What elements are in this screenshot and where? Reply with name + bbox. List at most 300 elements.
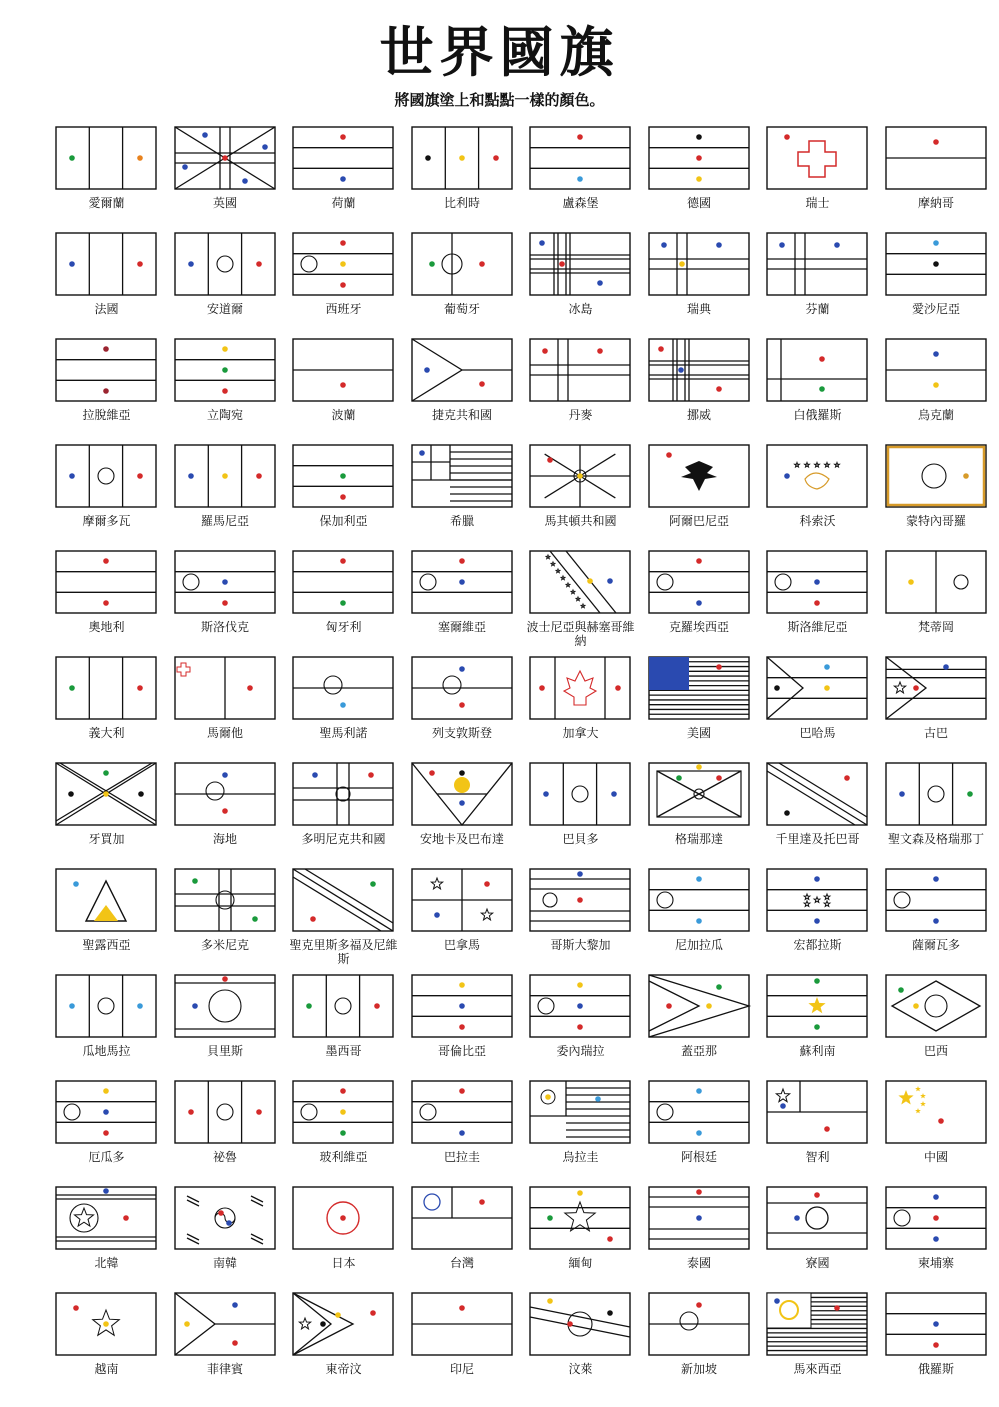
color-dot xyxy=(222,579,228,585)
color-dot xyxy=(103,1188,109,1194)
flag-outline xyxy=(528,1078,632,1146)
flag-outline xyxy=(765,336,869,404)
color-dot xyxy=(340,702,346,708)
color-dot xyxy=(69,155,75,161)
color-dot xyxy=(73,1305,79,1311)
color-dot xyxy=(542,348,548,354)
flag-cell xyxy=(641,230,760,336)
color-dot xyxy=(834,242,840,248)
flag-outline xyxy=(291,1078,395,1146)
color-dot xyxy=(696,918,702,924)
color-dot xyxy=(933,261,939,267)
flag-cell xyxy=(48,230,167,336)
flag-country-name: 蓋亞那 xyxy=(680,1044,717,1058)
flag-outline xyxy=(884,336,988,404)
flag-country-name: 德國 xyxy=(686,196,711,210)
color-dot xyxy=(597,280,603,286)
flag-cell xyxy=(167,866,286,972)
flag-cell xyxy=(641,336,760,442)
color-dot xyxy=(222,388,228,394)
flag-cell xyxy=(285,760,404,866)
flag-country-name: 緬甸 xyxy=(568,1256,593,1270)
flag-outline xyxy=(647,972,751,1040)
flag-country-name: 瑞典 xyxy=(686,302,711,316)
color-dot xyxy=(577,871,583,877)
color-dot xyxy=(913,1003,919,1009)
flag-country-name: 新加坡 xyxy=(680,1362,717,1376)
flag-outline xyxy=(528,972,632,1040)
color-dot xyxy=(306,1003,312,1009)
flag-outline xyxy=(647,1184,751,1252)
flag-cell xyxy=(522,1078,641,1184)
flag-cell xyxy=(285,1184,404,1290)
color-dot xyxy=(312,772,318,778)
flag-cell xyxy=(878,760,997,866)
color-dot xyxy=(899,791,905,797)
flag-country-name: 梵蒂岡 xyxy=(917,620,954,634)
color-dot xyxy=(429,261,435,267)
flag-outline xyxy=(647,654,751,722)
flag-cell xyxy=(878,654,997,760)
color-dot xyxy=(256,1109,262,1115)
color-dot xyxy=(679,261,685,267)
color-dot xyxy=(577,1024,583,1030)
flag-cell xyxy=(759,866,878,972)
color-dot xyxy=(814,1192,820,1198)
flag-cell xyxy=(759,760,878,866)
flag-cell xyxy=(167,336,286,442)
flag-outline xyxy=(765,866,869,934)
flag-cell xyxy=(285,442,404,548)
flag-cell xyxy=(167,1184,286,1290)
flag-cell xyxy=(285,230,404,336)
flag-outline xyxy=(647,442,751,510)
flag-outline xyxy=(884,442,988,510)
flag-cell xyxy=(522,336,641,442)
flag-outline xyxy=(528,124,632,192)
color-dot xyxy=(716,386,722,392)
flag-cell xyxy=(167,654,286,760)
color-dot xyxy=(459,1305,465,1311)
color-dot xyxy=(192,878,198,884)
flag-cell xyxy=(285,1078,404,1184)
color-dot xyxy=(103,1109,109,1115)
color-dot xyxy=(459,1130,465,1136)
color-dot xyxy=(774,685,780,691)
color-dot xyxy=(340,282,346,288)
flag-country-name: 印尼 xyxy=(449,1362,474,1376)
flag-border xyxy=(767,445,867,507)
color-dot xyxy=(459,666,465,672)
color-dot xyxy=(340,1109,346,1115)
color-dot xyxy=(320,1321,326,1327)
color-dot xyxy=(696,134,702,140)
flag-border xyxy=(175,975,275,1037)
flag-country-name: 比利時 xyxy=(443,196,480,210)
flag-country-name: 俄羅斯 xyxy=(917,1362,954,1376)
flag-country-name: 聖文森及格瑞那丁 xyxy=(887,832,984,846)
flag-cell xyxy=(167,1078,286,1184)
color-dot xyxy=(706,1003,712,1009)
color-dot xyxy=(696,155,702,161)
flag-country-name: 聖克里斯多福及尼維斯 xyxy=(289,938,398,966)
flag-cell xyxy=(759,1290,878,1396)
color-dot xyxy=(232,1302,238,1308)
color-dot xyxy=(340,176,346,182)
flag-outline xyxy=(647,866,751,934)
flag-outline xyxy=(410,972,514,1040)
flag-country-name: 加拿大 xyxy=(562,726,599,740)
flag-country-name: 馬來西亞 xyxy=(793,1362,842,1376)
flag-cell xyxy=(522,866,641,972)
flag-country-name: 阿根廷 xyxy=(680,1150,717,1164)
flag-country-name: 薩爾瓦多 xyxy=(911,938,960,952)
color-dot xyxy=(819,356,825,362)
flag-outline xyxy=(528,1184,632,1252)
flag-cell xyxy=(641,548,760,654)
flag-country-name: 安道爾 xyxy=(206,302,243,316)
color-dot xyxy=(696,558,702,564)
flag-country-name: 羅馬尼亞 xyxy=(200,514,249,528)
color-dot xyxy=(340,600,346,606)
flag-country-name: 墨西哥 xyxy=(325,1044,362,1058)
flag-outline xyxy=(54,124,158,192)
flag-outline xyxy=(173,1184,277,1252)
flag-cell xyxy=(48,548,167,654)
color-dot xyxy=(340,558,346,564)
color-dot xyxy=(577,473,583,479)
flag-country-name: 日本 xyxy=(331,1256,356,1270)
color-dot xyxy=(780,1103,786,1109)
flag-outline xyxy=(54,972,158,1040)
flag-cell xyxy=(641,866,760,972)
flag-outline xyxy=(410,442,514,510)
color-dot xyxy=(459,982,465,988)
flag-cell xyxy=(878,866,997,972)
flag-cell xyxy=(285,336,404,442)
flag-country-name: 英國 xyxy=(212,196,237,210)
color-dot xyxy=(222,808,228,814)
flag-cell xyxy=(878,1290,997,1396)
color-dot xyxy=(137,261,143,267)
color-dot xyxy=(340,382,346,388)
color-dot xyxy=(103,1088,109,1094)
color-dot xyxy=(340,134,346,140)
flag-outline xyxy=(173,442,277,510)
flag-country-name: 阿爾巴尼亞 xyxy=(668,514,729,528)
color-dot xyxy=(814,918,820,924)
flag-outline xyxy=(291,230,395,298)
flag-cell xyxy=(48,1290,167,1396)
flag-country-name: 汶萊 xyxy=(568,1362,593,1376)
color-dot xyxy=(784,473,790,479)
color-dot xyxy=(434,912,440,918)
color-dot xyxy=(577,1003,583,1009)
flag-outline xyxy=(765,654,869,722)
color-dot xyxy=(69,473,75,479)
flag-cell xyxy=(522,124,641,230)
color-dot xyxy=(587,578,593,584)
color-dot xyxy=(824,1126,830,1132)
color-dot xyxy=(222,367,228,373)
color-dot xyxy=(340,494,346,500)
flag-country-name: 寮國 xyxy=(805,1256,830,1270)
color-dot xyxy=(103,1321,109,1327)
color-dot xyxy=(340,1130,346,1136)
flag-country-name: 葡萄牙 xyxy=(443,302,480,316)
flag-outline xyxy=(647,760,751,828)
flag-cell xyxy=(167,230,286,336)
flag-country-name: 拉脫維亞 xyxy=(82,408,131,422)
color-dot xyxy=(222,473,228,479)
flag-outline xyxy=(54,336,158,404)
flag-cell xyxy=(522,1184,641,1290)
flag-cell xyxy=(522,442,641,548)
color-dot xyxy=(696,1215,702,1221)
flag-country-name: 立陶宛 xyxy=(206,408,243,422)
flag-outline xyxy=(647,1078,751,1146)
flag-country-name: 巴哈馬 xyxy=(799,726,836,740)
flag-country-name: 奧地利 xyxy=(88,620,125,634)
color-dot xyxy=(484,881,490,887)
flag-country-name: 宏都拉斯 xyxy=(793,938,842,952)
color-dot xyxy=(933,139,939,145)
flag-cell xyxy=(522,230,641,336)
flag-outline xyxy=(647,230,751,298)
color-dot xyxy=(188,473,194,479)
color-dot xyxy=(493,155,499,161)
flag-country-name: 祕魯 xyxy=(212,1150,237,1164)
flag-outline xyxy=(173,866,277,934)
color-dot xyxy=(547,1215,553,1221)
color-dot xyxy=(814,1024,820,1030)
flag-country-name: 千里達及托巴哥 xyxy=(775,832,860,846)
color-dot xyxy=(607,1236,613,1242)
color-dot xyxy=(137,1003,143,1009)
flag-country-name: 多米尼克 xyxy=(200,938,249,952)
color-dot xyxy=(814,876,820,882)
flag-cell xyxy=(167,124,286,230)
flag-outline xyxy=(173,1290,277,1358)
flag-country-name: 智利 xyxy=(805,1150,830,1164)
flag-border xyxy=(886,657,986,719)
flag-cell xyxy=(404,866,523,972)
flag-outline xyxy=(291,336,395,404)
flag-cell xyxy=(878,1184,997,1290)
flag-country-name: 克羅埃西亞 xyxy=(668,620,729,634)
color-dot xyxy=(933,1342,939,1348)
flag-outline xyxy=(54,1290,158,1358)
color-dot xyxy=(933,918,939,924)
flag-outline xyxy=(528,548,632,616)
flag-cell xyxy=(522,1290,641,1396)
color-dot xyxy=(137,685,143,691)
color-dot xyxy=(597,348,603,354)
flag-country-name: 芬蘭 xyxy=(805,302,830,316)
color-dot xyxy=(424,367,430,373)
color-dot xyxy=(374,1003,380,1009)
color-dot xyxy=(577,982,583,988)
color-dot xyxy=(256,473,262,479)
canton xyxy=(649,657,689,690)
color-dot xyxy=(69,685,75,691)
flag-outline xyxy=(410,548,514,616)
flag-outline xyxy=(291,972,395,1040)
flag-outline xyxy=(291,124,395,192)
color-dot xyxy=(696,1130,702,1136)
color-dot xyxy=(103,346,109,352)
color-dot xyxy=(716,984,722,990)
flag-cell xyxy=(48,442,167,548)
flag-cell xyxy=(404,124,523,230)
color-dot xyxy=(933,1236,939,1242)
flag-outline xyxy=(291,866,395,934)
color-dot xyxy=(933,351,939,357)
flag-cell xyxy=(48,866,167,972)
color-dot xyxy=(696,764,702,770)
color-dot xyxy=(479,381,485,387)
flag-cell xyxy=(48,1078,167,1184)
color-dot xyxy=(202,132,208,138)
flag-cell xyxy=(522,548,641,654)
color-dot xyxy=(459,1088,465,1094)
flag-outline xyxy=(884,548,988,616)
flag-outline xyxy=(54,548,158,616)
color-dot xyxy=(666,452,672,458)
flag-country-name: 哥斯大黎加 xyxy=(550,938,611,952)
color-dot xyxy=(103,770,109,776)
flag-outline xyxy=(884,866,988,934)
color-dot xyxy=(547,1298,553,1304)
flag-border xyxy=(293,763,393,825)
flag-cell xyxy=(641,1078,760,1184)
color-dot xyxy=(658,346,664,352)
color-dot xyxy=(429,770,435,776)
flag-outline xyxy=(291,1184,395,1252)
color-dot xyxy=(716,775,722,781)
color-dot xyxy=(137,155,143,161)
color-dot xyxy=(716,664,722,670)
flag-outline xyxy=(410,1290,514,1358)
flag-cell xyxy=(759,548,878,654)
flag-outline xyxy=(410,760,514,828)
flag-outline xyxy=(410,124,514,192)
flag-cell xyxy=(878,972,997,1078)
flag-country-name: 瑞士 xyxy=(805,196,830,210)
flag-country-name: 塞爾維亞 xyxy=(437,620,486,634)
flag-border xyxy=(767,657,867,719)
color-dot xyxy=(943,664,949,670)
flag-country-name: 柬埔寨 xyxy=(917,1256,954,1270)
flag-country-name: 馬爾他 xyxy=(206,726,243,740)
flag-country-name: 海地 xyxy=(212,832,237,846)
flag-outline xyxy=(291,1290,395,1358)
flag-outline xyxy=(528,654,632,722)
color-dot xyxy=(913,685,919,691)
flag-country-name: 牙買加 xyxy=(88,832,125,846)
flag-country-name: 愛爾蘭 xyxy=(88,196,125,210)
color-dot xyxy=(615,685,621,691)
flag-country-name: 安地卡及巴布達 xyxy=(419,832,504,846)
color-dot xyxy=(335,1312,341,1318)
color-dot xyxy=(834,1305,840,1311)
color-dot xyxy=(814,978,820,984)
flag-country-name: 越南 xyxy=(94,1362,119,1376)
color-dot xyxy=(666,1003,672,1009)
flag-outline xyxy=(410,654,514,722)
flag-border xyxy=(175,869,275,931)
flag-country-name: 波蘭 xyxy=(331,408,356,422)
flag-cell xyxy=(167,442,286,548)
flag-country-name: 委內瑞拉 xyxy=(556,1044,605,1058)
color-dot xyxy=(370,881,376,887)
flag-country-name: 匈牙利 xyxy=(325,620,362,634)
flag-country-name: 蘇利南 xyxy=(799,1044,836,1058)
flag-country-name: 古巴 xyxy=(923,726,948,740)
flag-border xyxy=(649,339,749,401)
color-dot xyxy=(419,450,425,456)
flag-cell xyxy=(641,1290,760,1396)
flag-country-name: 荷蘭 xyxy=(331,196,356,210)
color-dot xyxy=(459,702,465,708)
flag-outline xyxy=(410,866,514,934)
flag-drawing xyxy=(530,445,630,507)
flag-cell xyxy=(404,1184,523,1290)
flag-outline xyxy=(173,336,277,404)
color-dot xyxy=(545,1094,551,1100)
color-dot xyxy=(69,261,75,267)
color-dot xyxy=(967,791,973,797)
color-dot xyxy=(68,791,74,797)
flag-country-name: 冰島 xyxy=(568,302,593,316)
flag-cell xyxy=(641,654,760,760)
color-dot xyxy=(794,1215,800,1221)
flag-cell xyxy=(404,336,523,442)
flag-cell xyxy=(522,760,641,866)
flag-outline xyxy=(410,1184,514,1252)
flag-country-name: 格瑞那達 xyxy=(674,832,723,846)
flag-border xyxy=(530,551,630,613)
color-dot xyxy=(123,1215,129,1221)
color-dot xyxy=(819,386,825,392)
color-dot xyxy=(696,600,702,606)
page-subtitle: 將國旗塗上和點點一樣的顏色。 xyxy=(394,91,605,109)
color-dot xyxy=(222,346,228,352)
flag-outline xyxy=(647,548,751,616)
flag-country-name: 科索沃 xyxy=(799,514,836,528)
color-dot xyxy=(138,791,144,797)
flag-country-name: 丹麥 xyxy=(568,408,593,422)
flag-outline xyxy=(528,336,632,404)
color-dot xyxy=(459,1024,465,1030)
color-dot xyxy=(539,240,545,246)
flag-cell xyxy=(641,1184,760,1290)
color-dot xyxy=(814,579,820,585)
flag-country-name: 泰國 xyxy=(686,1256,711,1270)
color-dot xyxy=(247,685,253,691)
flag-cell xyxy=(404,972,523,1078)
color-dot xyxy=(933,1194,939,1200)
color-dot xyxy=(459,579,465,585)
flag-outline xyxy=(54,1078,158,1146)
flag-cell xyxy=(878,1078,997,1184)
flag-cell xyxy=(285,972,404,1078)
flag-outline xyxy=(291,548,395,616)
flag-outline xyxy=(884,760,988,828)
flag-country-name: 巴西 xyxy=(923,1044,948,1058)
flag-country-name: 巴貝多 xyxy=(562,832,599,846)
flag-cell xyxy=(878,442,997,548)
